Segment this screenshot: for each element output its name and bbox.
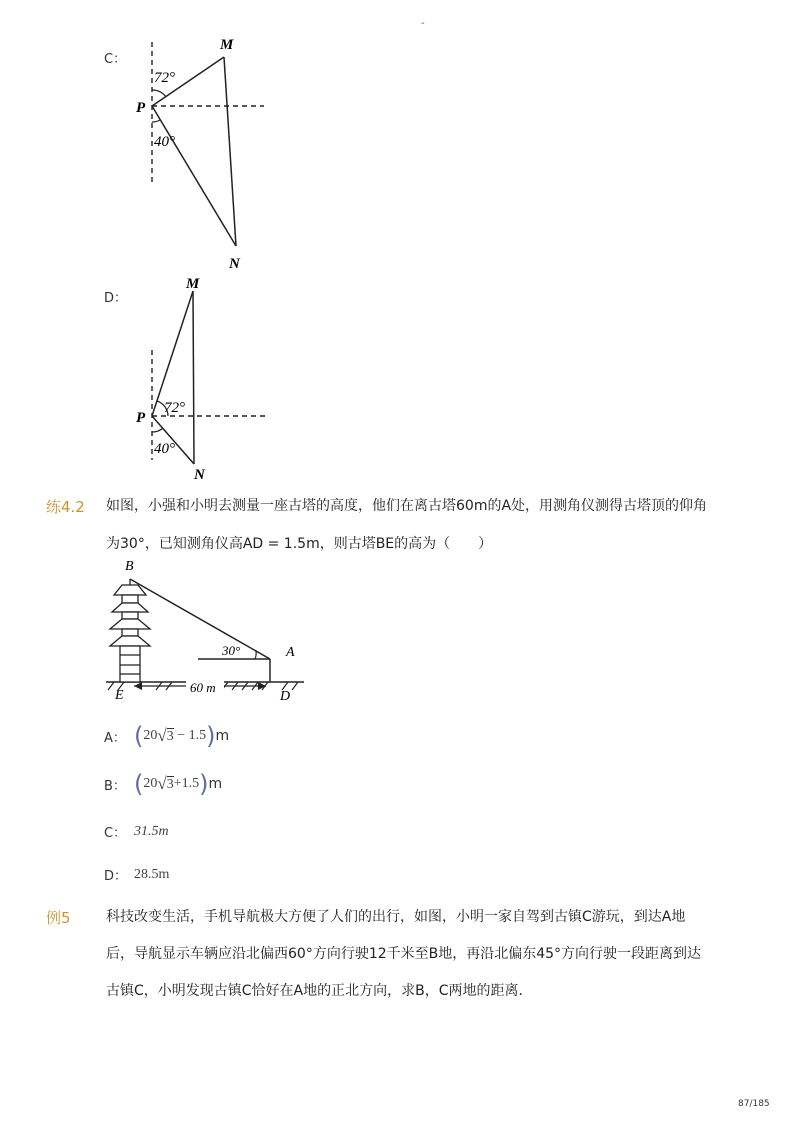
label-a: A [286,645,295,660]
unit: m [215,728,230,744]
segment-mn [224,57,236,246]
angle-arc-30 [255,651,256,659]
option-d-label: D： [104,291,128,306]
answer-option-d[interactable] [104,865,169,884]
option-label: D： [104,869,128,884]
distance-label: 60 m [190,680,216,695]
page-number: 87/185 [738,1099,770,1109]
angle-label-40: 40° [154,134,175,150]
option-c-label: C： [104,52,127,67]
segment-pn [152,106,236,246]
label-p: P [136,410,146,426]
figure-option-c [128,34,278,274]
sqrt-symbol: √ [157,726,167,745]
label-e: E [115,688,124,703]
example-text-line1: 科技改变生活，手机导航极大方便了人们的出行，如图，小明一家自驾到古镇C游玩，到达A地 [106,909,686,925]
unit: m [208,776,223,792]
label-d: D [280,689,291,704]
label-p: P [136,100,146,116]
figure-option-d [128,276,278,486]
label-m: M [220,37,234,53]
label-n: N [229,256,240,272]
option-label: C： [104,826,127,841]
answer-option-a[interactable] [104,722,229,750]
sqrt-symbol: √ [157,774,167,793]
label-n: N [194,467,205,483]
segment-pm [152,291,193,416]
angle-label-30: 30° [222,643,241,658]
example-text-line3: 古镇C，小明发现古镇C恰好在A地的正北方向，求B，C两地的距离． [106,983,533,999]
exercise-tag: 练4.2 [46,498,85,516]
remainder: +1.5 [173,776,200,791]
example-tag: 例5 [46,909,71,927]
exercise-text-line1: 如图，小强和小明去测量一座古塔的高度，他们在离古塔60m的A处，用测角仪测得古塔顶的仰角 [106,498,708,514]
angle-arc-40 [152,120,160,122]
open-paren: ( [134,770,144,798]
pagoda-figure [100,555,310,705]
option-value: 28.5m [134,866,170,882]
top-mark: - [421,18,425,29]
arrow-head-left [134,682,142,690]
example-text-line2: 后，导航显示车辆应沿北偏西60°方向行驶12千米至B地，再沿北偏东45°方向行驶一段距离到达 [106,946,702,962]
close-paren: ) [199,770,209,798]
angle-label-72: 72° [164,400,185,416]
option-label: B： [104,778,126,794]
coefficient: 20 [143,728,158,743]
angle-arc-72 [152,90,166,97]
answer-option-c[interactable] [104,822,169,841]
angle-label-72: 72° [154,70,175,86]
exercise-text-line2: 为30°，已知测角仪高AD = 1.5m，则古塔BE的高为（ ） [106,536,493,552]
answer-option-b[interactable] [104,770,222,798]
label-m: M [186,276,200,292]
option-label: A： [104,730,126,746]
open-paren: ( [134,722,144,750]
arrow-head-right [258,682,266,690]
radicand: 3 [166,728,174,744]
pagoda [110,579,150,682]
segment-mn [193,291,194,464]
angle-label-40: 40° [154,441,175,457]
coefficient: 20 [143,776,158,791]
remainder: − 1.5 [173,728,207,743]
radicand: 3 [166,776,174,792]
angle-arc-40 [152,428,163,432]
label-b: B [125,559,134,574]
line-of-sight [130,579,270,659]
option-value: 31.5m [134,823,169,839]
close-paren: ) [206,722,216,750]
